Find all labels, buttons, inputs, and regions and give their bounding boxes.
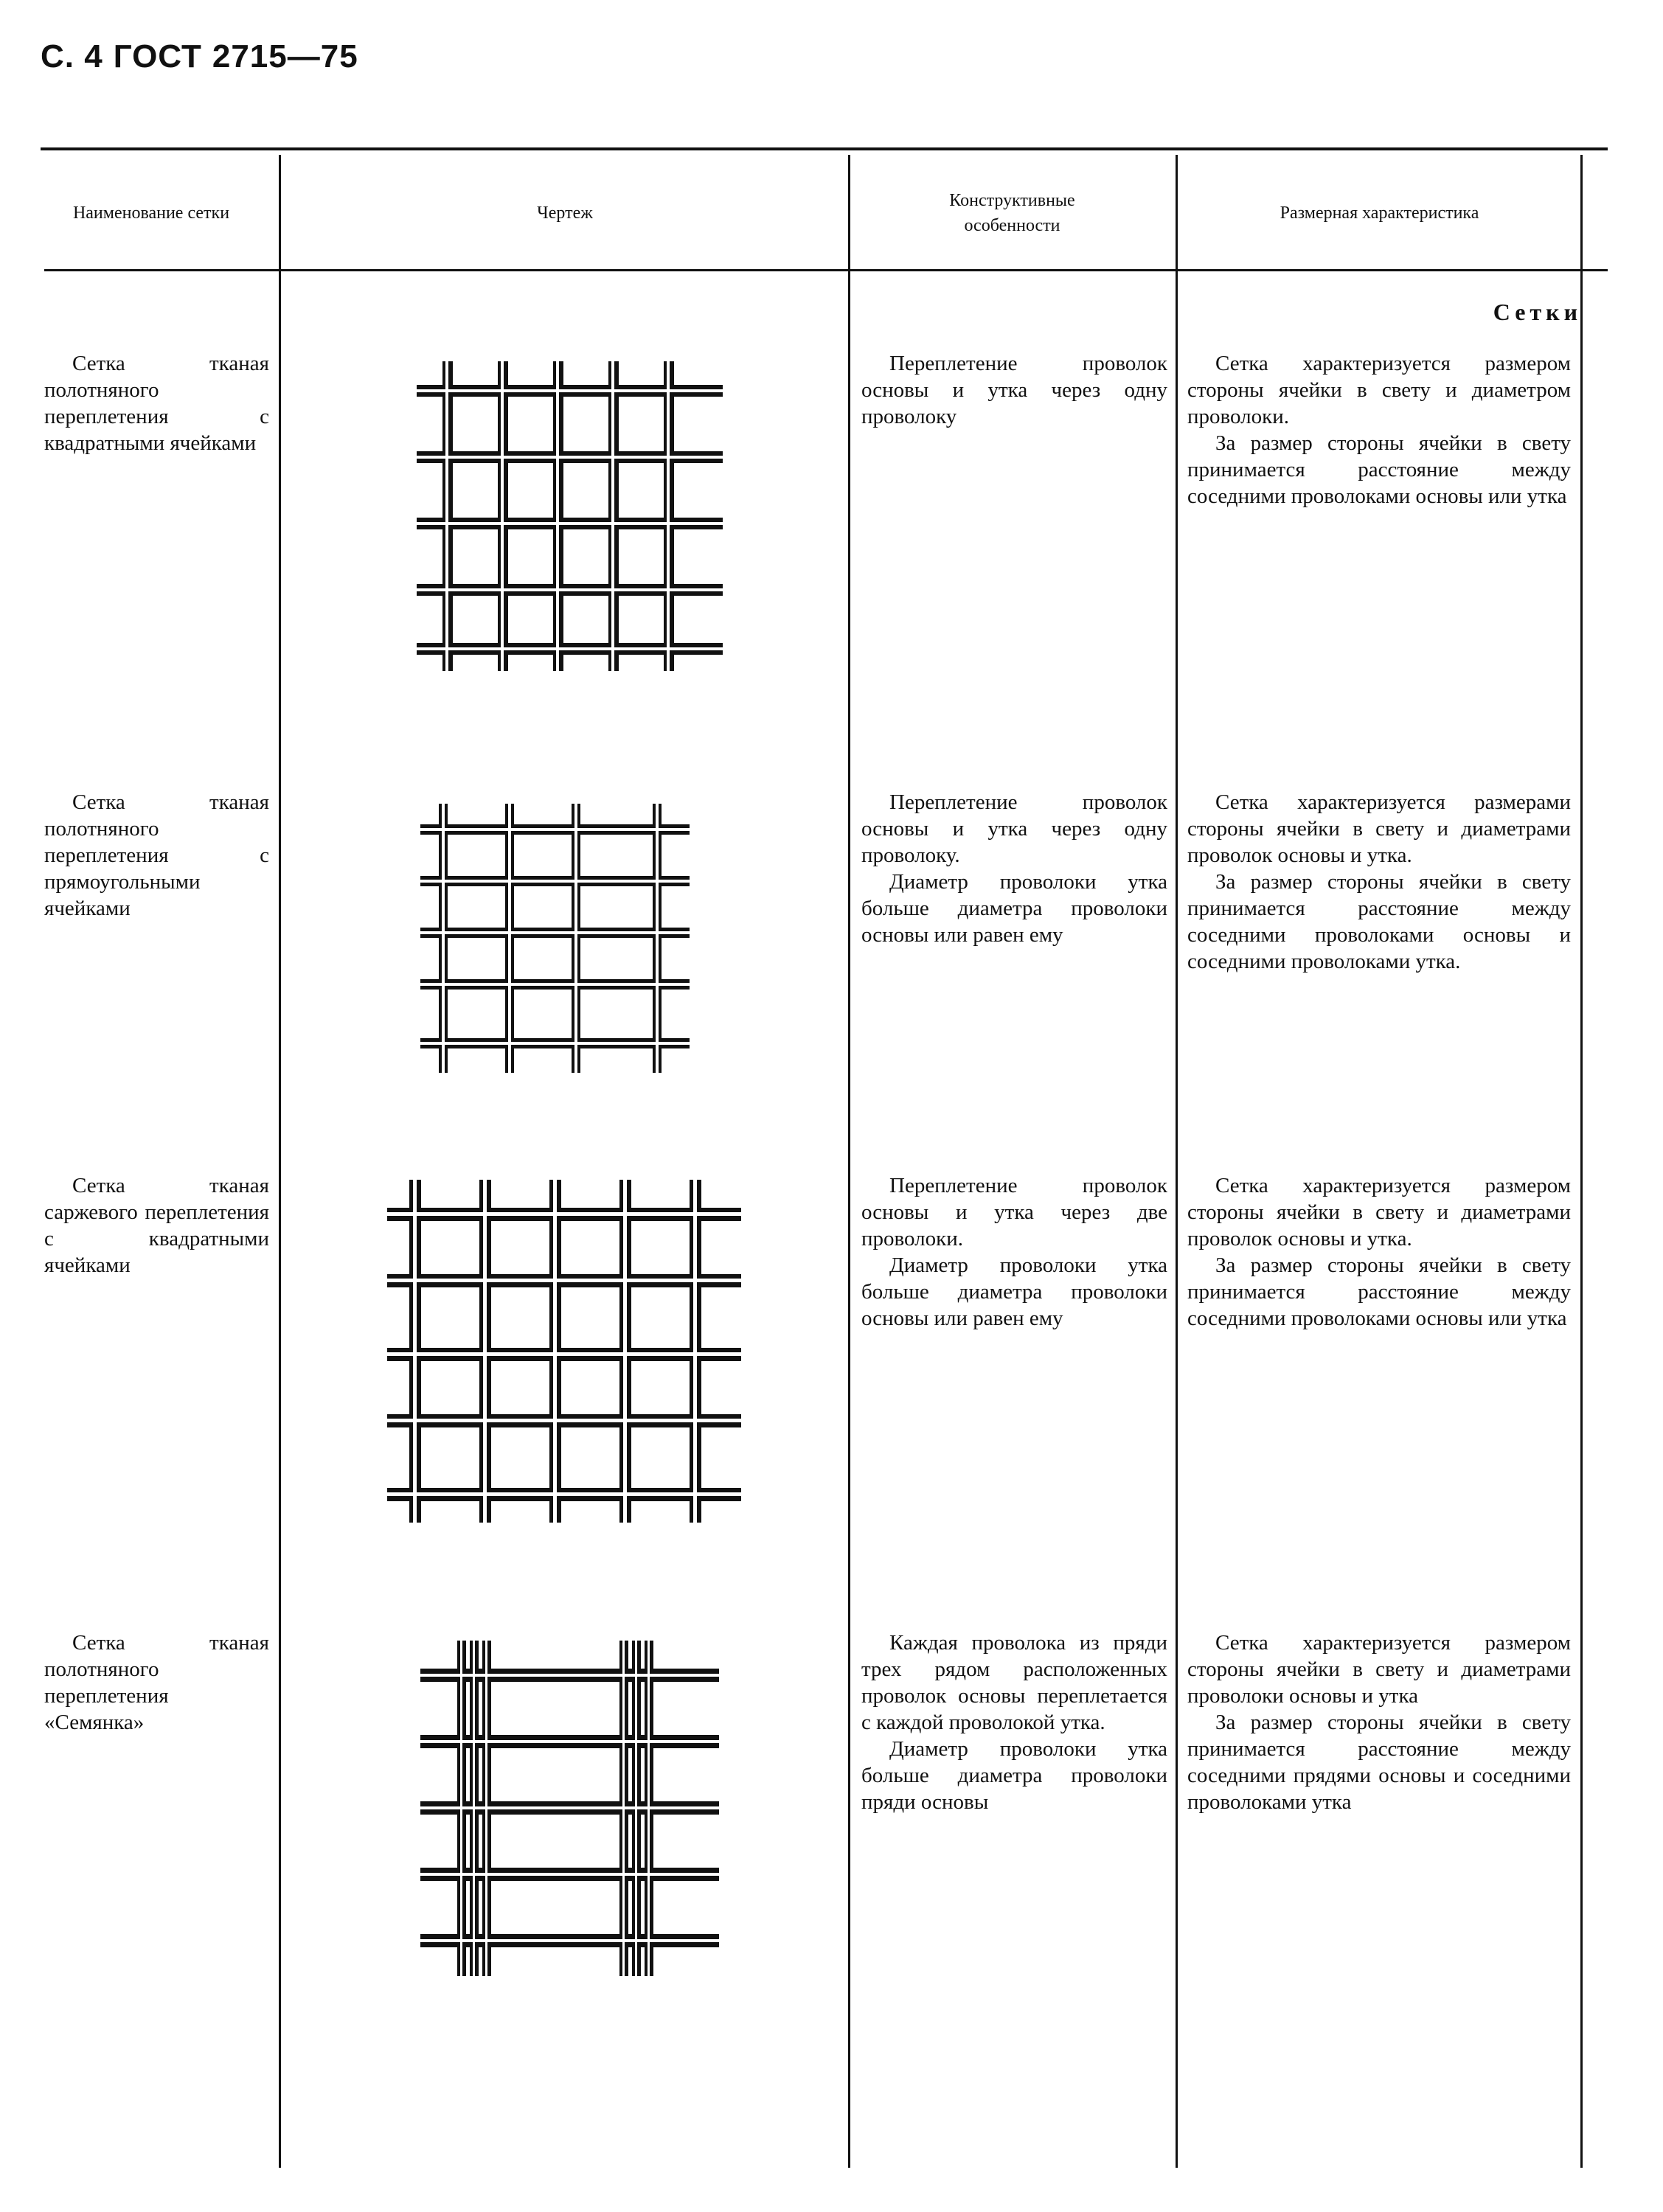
column-header-drawing: Чертеж bbox=[537, 204, 593, 223]
page-number: С. 4 bbox=[41, 38, 103, 74]
column-header-size: Размерная характеристика bbox=[1280, 204, 1479, 223]
row-1-name: Сетка тканая полотняного переплетения с квадратными ячейками bbox=[44, 352, 269, 455]
column-divider-1 bbox=[279, 155, 281, 2168]
row-2-size: Сетка характеризуется размерами стороны ячейки в свету и диаметрами проволок основы и утка. За размер стороны ячейки в свету принимается расстояние между соседними проволоками основы и соседними проволоками утка. bbox=[1187, 790, 1571, 973]
semyanka-weave-mesh-icon bbox=[417, 1641, 726, 1980]
row-1-size: Сетка характеризуется размером стороны ячейки в свету и диаметром проволоки. За размер стороны ячейки в свету принимается расстояние между соседними проволоками основы или утка bbox=[1187, 352, 1571, 508]
twill-weave-square-mesh-icon bbox=[383, 1180, 745, 1526]
column-header-name: Наименование сетки bbox=[72, 204, 230, 223]
standard-number: 2715—75 bbox=[212, 38, 358, 74]
standard-label: ГОСТ bbox=[113, 38, 202, 74]
column-divider-2 bbox=[848, 155, 850, 2168]
row-3-name: Сетка тканая саржевого переплетения с квадратными ячейками bbox=[44, 1174, 269, 1277]
page-header bbox=[41, 38, 369, 75]
row-4-features: Каждая проволока из пряди трех рядом расположенных проволок основы переплетается с каждой проволокой утка. Диаметр проволоки утка больше диаметра проволоки пряди основы bbox=[861, 1631, 1167, 1814]
section-title: Сетки bbox=[1493, 299, 1582, 325]
plain-weave-rectangular-mesh-icon bbox=[417, 804, 697, 1077]
column-divider-3 bbox=[1176, 155, 1178, 2168]
row-4-name: Сетка тканая полотняного переплетения «Семянка» bbox=[44, 1631, 269, 1734]
plain-weave-square-mesh-icon bbox=[413, 354, 730, 678]
row-2-name: Сетка тканая полотняного переплетения с прямоугольными ячейками bbox=[44, 790, 269, 920]
row-3-size: Сетка характеризуется размером стороны ячейки в свету и диаметрами проволок основы и утка. За размер стороны ячейки в свету принимается расстояние между соседними проволоками основы или утка bbox=[1187, 1174, 1571, 1330]
row-3-features: Переплетение проволок основы и утка через две проволоки. Диаметр проволоки утка больше диаметра проволоки основы или равен ему bbox=[861, 1174, 1167, 1330]
row-2-features: Переплетение проволок основы и утка через одну проволоку. Диаметр проволоки утка больше диаметра проволоки основы или равен ему bbox=[861, 790, 1167, 947]
column-header-features: Конструктивные особенности bbox=[949, 191, 1075, 235]
row-4-size: Сетка характеризуется размером стороны ячейки в свету и диаметрами проволоки основы и утка За размер стороны ячейки в свету принимается расстояние между соседними прядями основы и соседними проволоками утка bbox=[1187, 1631, 1571, 1814]
row-1-features: Переплетение проволок основы и утка через одну проволоку bbox=[861, 352, 1167, 428]
table-top-rule bbox=[41, 147, 1608, 150]
column-divider-4 bbox=[1580, 155, 1583, 2168]
